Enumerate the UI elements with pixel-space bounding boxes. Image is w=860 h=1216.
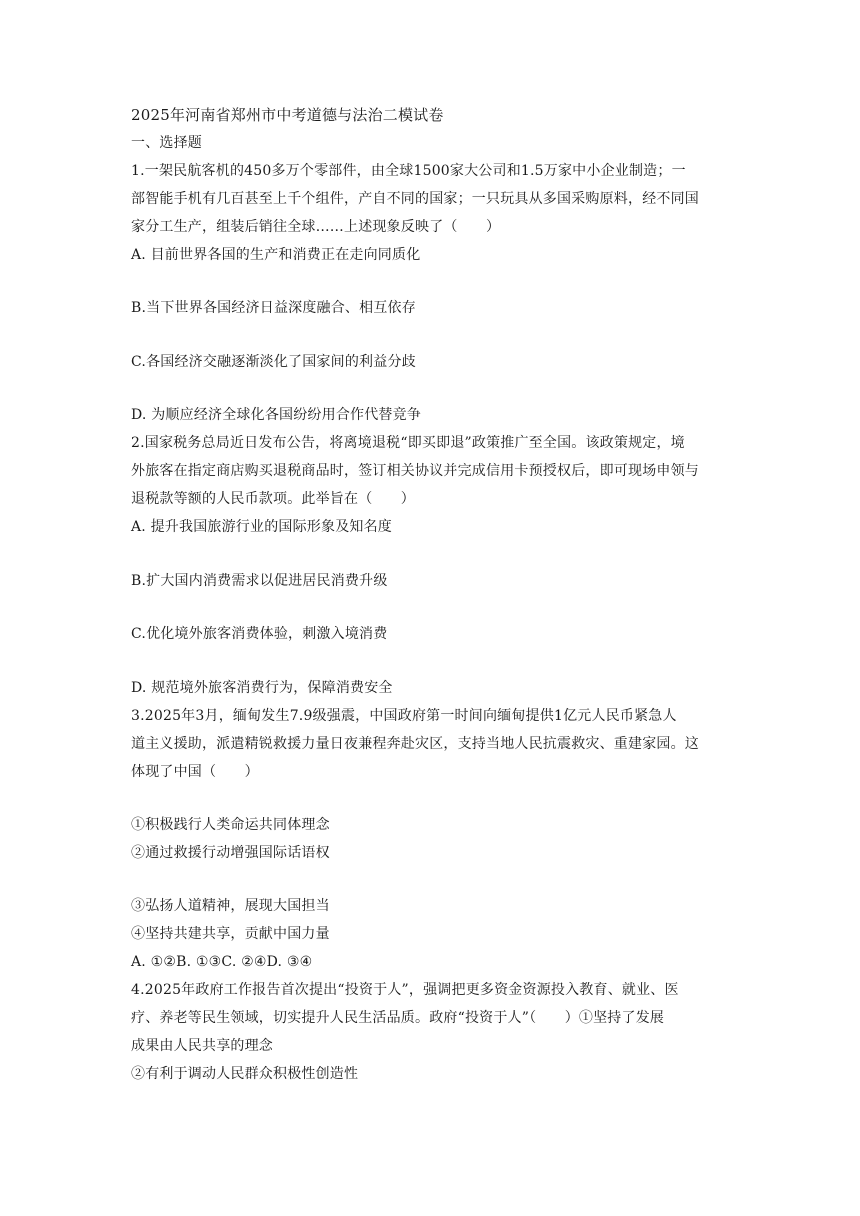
q1-option-b: B.当下世界各国经济日益深度融合、相互依存: [131, 300, 416, 316]
q2-stem-line: 2.国家税务总局近日发布公告，将离境退税“即买即退”政策推广至全国。该政策规定，境: [131, 435, 685, 451]
q2-option-b: B.扩大国内消费需求以促进居民消费升级: [131, 573, 388, 589]
q2-option-d: D. 规范境外旅客消费行为，保障消费安全: [131, 680, 393, 696]
q1-option-d: D. 为顺应经济全球化各国纷纷用合作代替竞争: [131, 407, 422, 423]
q1-stem-line: 部智能手机有几百甚至上千个组件，产自不同的国家；一只玩具从多国采购原料，经不同国: [131, 191, 699, 207]
q2-option-c: C.优化境外旅客消费体验，刺激入境消费: [131, 626, 388, 642]
q3-statement-3: ③弘扬人道精神，展现大国担当: [131, 898, 330, 914]
q3-choices: A. ①②B. ①③C. ②④D. ③④: [131, 954, 313, 970]
q1-stem-line: 家分工生产，组装后销往全球……上述现象反映了（ ）: [131, 219, 501, 235]
q4-stem-line: 4.2025年政府工作报告首次提出“投资于人”，强调把更多资金资源投入教育、就业、医: [131, 982, 679, 998]
q4-stem-line: 成果由人民共享的理念: [131, 1038, 273, 1054]
q1-option-c: C.各国经济交融逐渐淡化了国家间的利益分歧: [131, 354, 416, 370]
q2-stem-line: 退税款等额的人民币款项。此举旨在（ ）: [131, 491, 415, 507]
q3-statement-1: ①积极践行人类命运共同体理念: [131, 817, 330, 833]
q2-option-a: A. 提升我国旅游行业的国际形象及知名度: [131, 519, 393, 535]
q3-stem-line: 体现了中国（ ）: [131, 764, 259, 780]
q4-stem-line: 疗、养老等民生领域，切实提升人民生活品质。政府“投资于人”（ ）①坚持了发展: [131, 1010, 665, 1026]
q1-option-a: A. 目前世界各国的生产和消费正在走向同质化: [131, 247, 421, 263]
q4-statement-2: ②有利于调动人民群众积极性创造性: [131, 1066, 359, 1082]
q3-stem-line: 道主义援助，派遣精锐救援力量日夜兼程奔赴灾区，支持当地人民抗震救灾、重建家园。这: [131, 736, 699, 752]
section-heading: 一、选择题: [131, 135, 202, 151]
page-title: 2025年河南省郑州市中考道德与法治二模试卷: [131, 106, 444, 124]
q3-statement-4: ④坚持共建共享，贡献中国力量: [131, 926, 330, 942]
q1-stem-line: 1.一架民航客机的450多万个零部件，由全球1500家大公司和1.5万家中小企业制造；一: [131, 163, 686, 179]
q3-stem-line: 3.2025年3月，缅甸发生7.9级强震，中国政府第一时间向缅甸提供1亿元人民币紧急人: [131, 708, 677, 724]
q2-stem-line: 外旅客在指定商店购买退税商品时，签订相关协议并完成信用卡预授权后，即可现场申领与: [131, 463, 699, 479]
q3-statement-2: ②通过救援行动增强国际话语权: [131, 845, 330, 861]
